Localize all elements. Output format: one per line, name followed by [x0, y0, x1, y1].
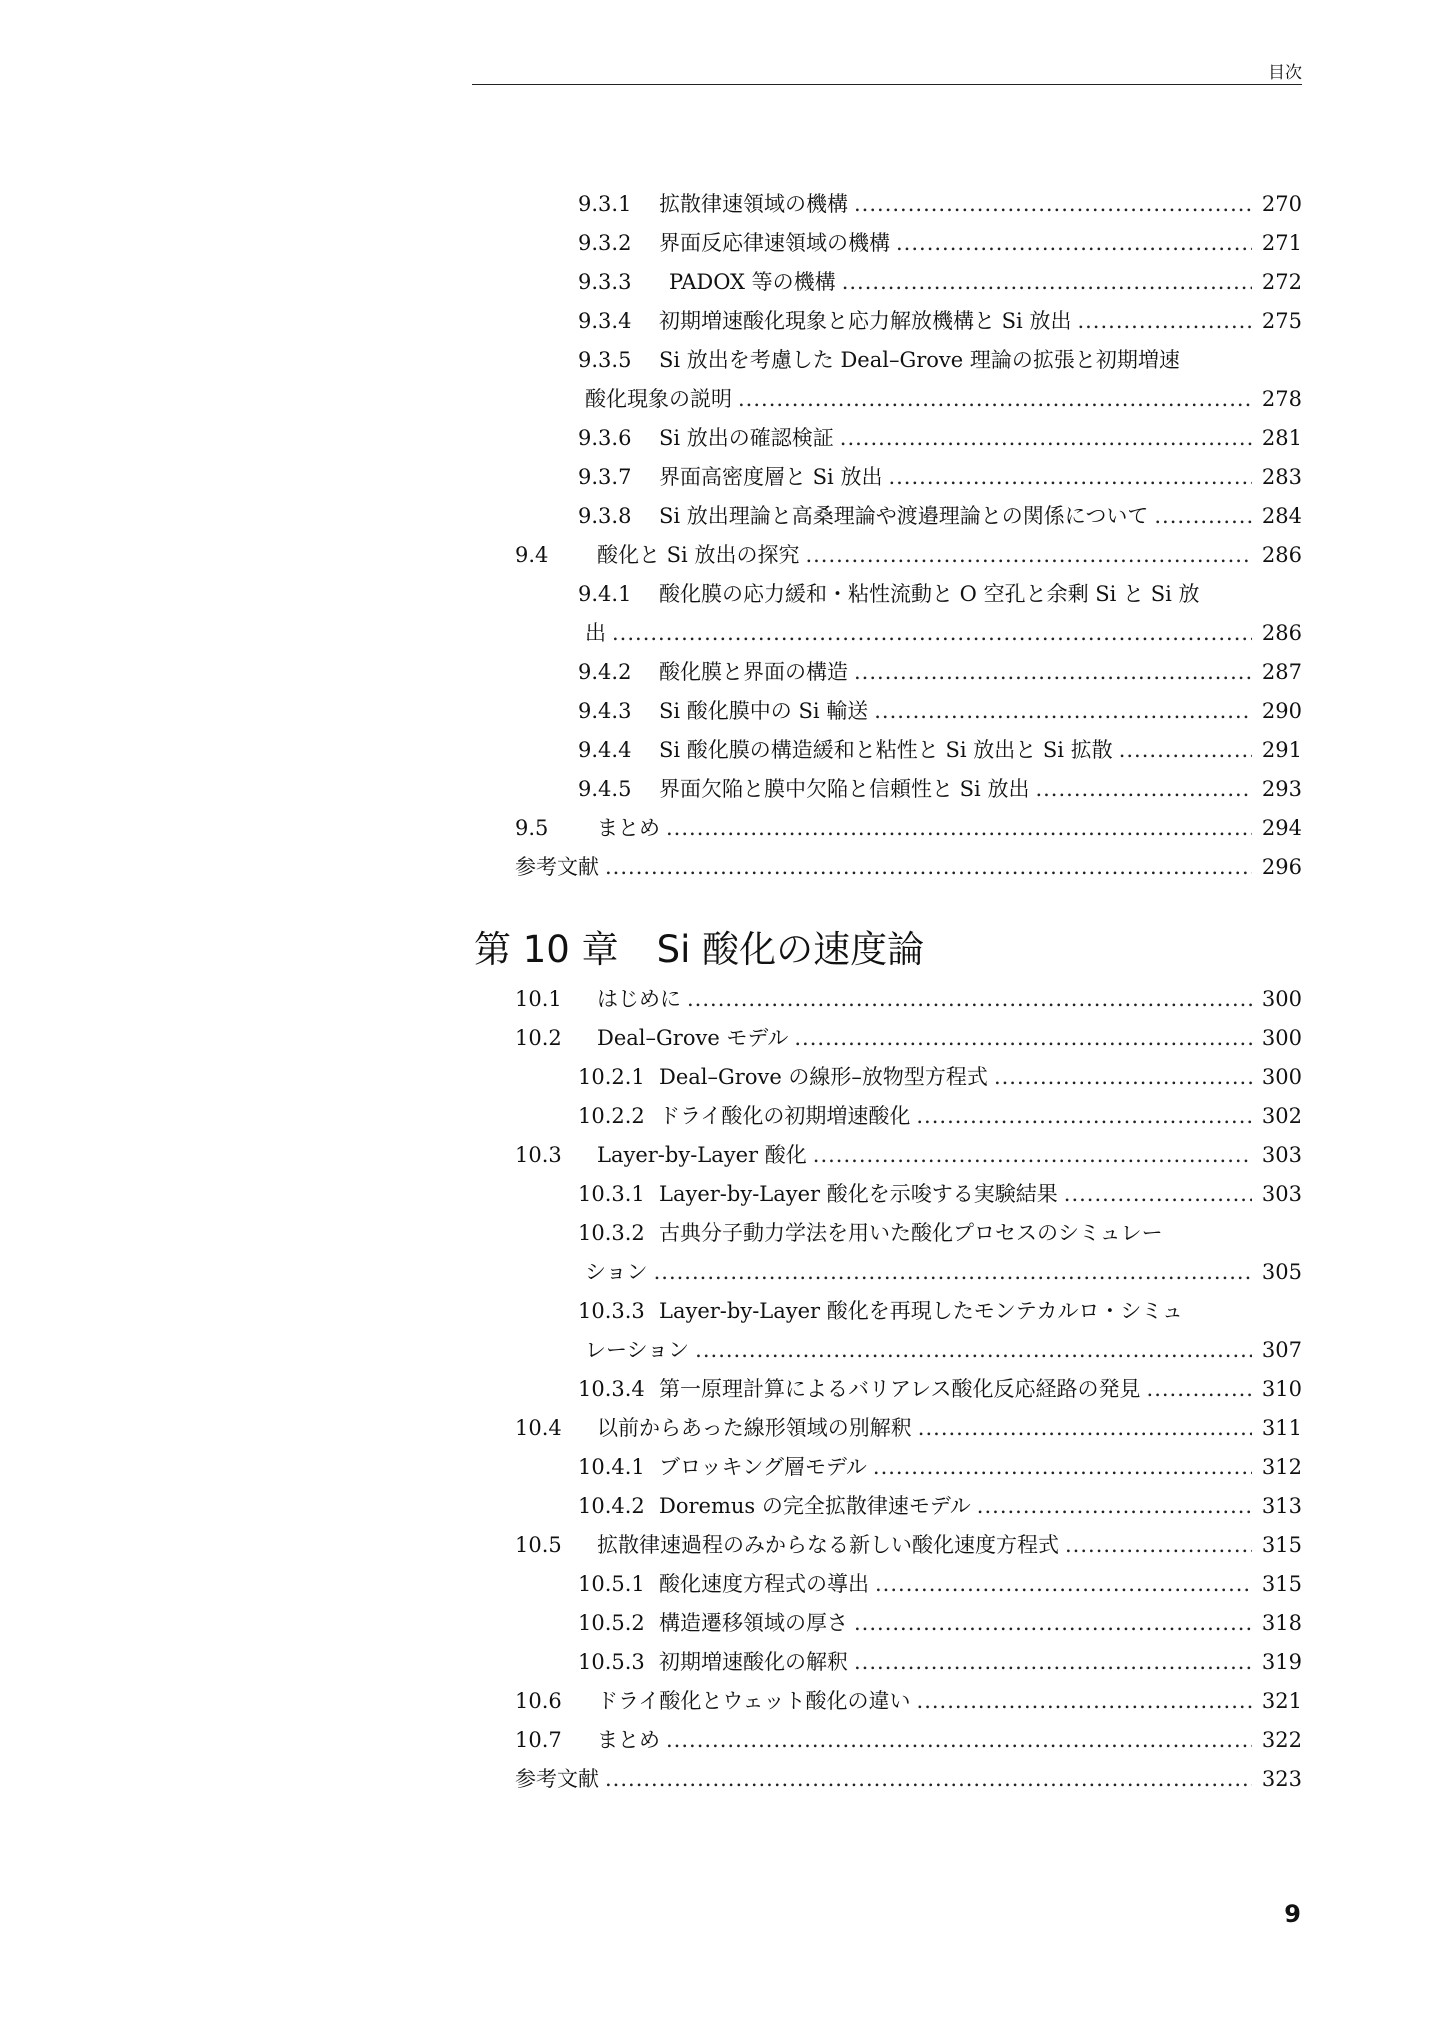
- toc-entry-title: 界面欠陥と膜中欠陥と信頼性と Si 放出: [659, 777, 1030, 801]
- toc-entry-page: 287: [1261, 660, 1302, 684]
- toc-entry-title: Deal–Grove の線形–放物型方程式: [659, 1065, 988, 1089]
- toc-leader-dots: [842, 266, 1252, 298]
- toc-entry-references[interactable]: [515, 851, 1302, 883]
- toc-entry[interactable]: [515, 1685, 1302, 1717]
- toc-entry-page: 312: [1261, 1455, 1302, 1479]
- toc-entry-number: 9.4.2: [578, 660, 632, 684]
- toc-leader-dots: [1147, 1373, 1252, 1405]
- toc-entry-page: 303: [1261, 1182, 1302, 1206]
- toc-entry[interactable]: [578, 1568, 1302, 1600]
- toc-leader-dots: [1077, 305, 1251, 337]
- toc-entry-page: 318: [1261, 1611, 1302, 1635]
- toc-entry[interactable]: [578, 656, 1302, 688]
- toc-leader-dots: [605, 1763, 1252, 1795]
- toc-entry-first-line[interactable]: [578, 1217, 1163, 1249]
- toc-entry-number: 10.5: [515, 1533, 562, 1557]
- toc-entry-number: 10.3.3: [578, 1299, 645, 1323]
- toc-entry[interactable]: [578, 188, 1302, 220]
- toc-entry-page: 281: [1261, 426, 1302, 450]
- toc-entry-title: 以前からあった線形領域の別解釈: [597, 1416, 912, 1440]
- toc-leader-dots: [1154, 500, 1252, 532]
- toc-entry-page: 310: [1261, 1377, 1302, 1401]
- toc-entry[interactable]: [578, 1061, 1302, 1093]
- toc-entry-title: ドライ酸化の初期増速酸化: [659, 1104, 911, 1128]
- toc-leader-dots: [854, 1607, 1252, 1639]
- toc-entry-page: 307: [1261, 1338, 1302, 1362]
- toc-entry[interactable]: [578, 695, 1302, 727]
- toc-entry-title: 初期増速酸化現象と応力解放機構と Si 放出: [659, 309, 1072, 333]
- toc-entry[interactable]: [515, 539, 1302, 571]
- toc-entry-title: 酸化膜の応力緩和・粘性流動と O 空孔と余剰 Si と Si 放: [659, 582, 1200, 606]
- toc-entry-title: 酸化膜と界面の構造: [659, 660, 848, 684]
- toc-entry[interactable]: [578, 734, 1302, 766]
- toc-leader-dots: [654, 1256, 1252, 1288]
- toc-entry-number: 10.7: [515, 1728, 562, 1752]
- toc-leader-dots: [977, 1490, 1252, 1522]
- running-head: [472, 54, 1302, 85]
- toc-entry-title: 拡散律速領域の機構: [659, 192, 848, 216]
- toc-entry[interactable]: [578, 1178, 1302, 1210]
- toc-entry-page: 313: [1261, 1494, 1302, 1518]
- toc-leader-dots: [612, 617, 1252, 649]
- toc-entry-page: 293: [1261, 777, 1302, 801]
- toc-entry-page: 300: [1261, 1065, 1302, 1089]
- toc-entry-title: 古典分子動力学法を用いた酸化プロセスのシミュレー: [659, 1221, 1163, 1245]
- toc-entry-page: 302: [1261, 1104, 1302, 1128]
- toc-entry-page: 311: [1261, 1416, 1302, 1440]
- toc-entry-title: まとめ: [597, 816, 660, 840]
- toc-entry[interactable]: [578, 1100, 1302, 1132]
- toc-entry[interactable]: [578, 227, 1302, 259]
- toc-entry-page: 321: [1261, 1689, 1302, 1713]
- toc-entry-title: 参考文献: [515, 855, 599, 879]
- toc-entry-page: 296: [1261, 855, 1302, 879]
- toc-entry-number: 10.3: [515, 1143, 562, 1167]
- toc-entry-title: 酸化速度方程式の導出: [659, 1572, 869, 1596]
- toc-entry[interactable]: [578, 1607, 1302, 1639]
- toc-entry-title: Layer-by-Layer 酸化を再現したモンテカルロ・シミュ: [659, 1299, 1183, 1323]
- toc-leader-dots: [896, 227, 1252, 259]
- toc-entry-number: 9.5: [515, 816, 549, 840]
- toc-entry[interactable]: [578, 1646, 1302, 1678]
- running-head-title: 目次: [1268, 63, 1302, 83]
- toc-entry-title: 構造遷移領域の厚さ: [659, 1611, 848, 1635]
- toc-entry-number: 10.6: [515, 1689, 562, 1713]
- toc-entry-title: Si 放出理論と高桑理論や渡邉理論との関係について: [659, 504, 1149, 528]
- toc-entry-title: 拡散律速過程のみからなる新しい酸化速度方程式: [597, 1533, 1059, 1557]
- toc-entry-title: 界面高密度層と Si 放出: [659, 465, 883, 489]
- toc-entry-number: 9.3.2: [578, 231, 632, 255]
- toc-entry-number: 9.4.5: [578, 777, 632, 801]
- chapter-title: Si 酸化の速度論: [656, 928, 925, 971]
- toc-entry-page: 303: [1261, 1143, 1302, 1167]
- toc-leader-dots: [813, 1139, 1252, 1171]
- toc-entry-number: 10.2: [515, 1026, 562, 1050]
- toc-entry-title: 初期増速酸化の解釈: [659, 1650, 848, 1674]
- toc-entry[interactable]: [578, 461, 1302, 493]
- toc-leader-dots: [918, 1412, 1252, 1444]
- toc-entry-number: 10.5.3: [578, 1650, 645, 1674]
- toc-entry-number: 9.4.3: [578, 699, 632, 723]
- toc-entry-number: 9.3.5: [578, 348, 632, 372]
- toc-entry-number: 9.4.1: [578, 582, 632, 606]
- toc-entry-page: 315: [1261, 1533, 1302, 1557]
- toc-leader-dots: [994, 1061, 1252, 1093]
- toc-entry-number: 10.4.2: [578, 1494, 645, 1518]
- toc-entry-first-line[interactable]: [578, 1295, 1183, 1327]
- toc-leader-dots: [1065, 1529, 1252, 1561]
- toc-entry[interactable]: [515, 1022, 1302, 1054]
- toc-entry-first-line[interactable]: [578, 344, 1180, 376]
- toc-leader-dots: [917, 1685, 1252, 1717]
- toc-entry-title: まとめ: [597, 1728, 660, 1752]
- toc-entry-title: Si 酸化膜中の Si 輸送: [659, 699, 869, 723]
- toc-entry-title: はじめに: [597, 987, 681, 1011]
- toc-entry-number: 10.4.1: [578, 1455, 645, 1479]
- toc-entry-title-continued: 出: [585, 621, 606, 645]
- toc-leader-dots: [874, 695, 1252, 727]
- toc-entry-page: 323: [1261, 1767, 1302, 1791]
- toc-entry-title-continued: ション: [585, 1260, 648, 1284]
- toc-entry-title-continued: 酸化現象の説明: [585, 387, 732, 411]
- toc-entry-title: 参考文献: [515, 1767, 599, 1791]
- toc-leader-dots: [888, 461, 1251, 493]
- toc-leader-dots: [805, 539, 1251, 571]
- toc-entry-number: 10.4: [515, 1416, 562, 1440]
- toc-entry[interactable]: [515, 1724, 1302, 1756]
- toc-entry-title: 第一原理計算によるバリアレス酸化反応経路の発見: [659, 1377, 1141, 1401]
- toc-entry-number: 10.5.1: [578, 1572, 645, 1596]
- toc-entry-title: Si 放出の確認検証: [659, 426, 834, 450]
- toc-entry-number: 10.3.1: [578, 1182, 645, 1206]
- toc-entry-number: 10.5.2: [578, 1611, 645, 1635]
- toc-entry-title: ドライ酸化とウェット酸化の違い: [597, 1689, 911, 1713]
- toc-leader-dots: [854, 656, 1252, 688]
- toc-leader-dots: [875, 1568, 1252, 1600]
- toc-entry-title: Si 放出を考慮した Deal–Grove 理論の拡張と初期増速: [659, 348, 1180, 372]
- toc-entry-title: Deal–Grove モデル: [597, 1026, 789, 1050]
- toc-entry[interactable]: [515, 1529, 1302, 1561]
- toc-entry[interactable]: [515, 812, 1302, 844]
- toc-leader-dots: [916, 1100, 1252, 1132]
- toc-leader-dots: [1035, 773, 1251, 805]
- toc-entry[interactable]: [578, 422, 1302, 454]
- toc-entry[interactable]: [515, 1412, 1302, 1444]
- toc-entry-number: 9.3.6: [578, 426, 632, 450]
- toc-entry-number: 10.3.2: [578, 1221, 645, 1245]
- chapter-number: 第 10 章: [474, 928, 619, 971]
- toc-entry-number: 9.3.1: [578, 192, 632, 216]
- toc-leader-dots: [854, 1646, 1252, 1678]
- toc-entry-title: Layer-by-Layer 酸化: [597, 1143, 807, 1167]
- toc-entry-title: 酸化と Si 放出の探究: [597, 543, 800, 567]
- toc-entry[interactable]: [515, 983, 1302, 1015]
- toc-entry[interactable]: [578, 773, 1302, 805]
- toc-entry-page: 315: [1261, 1572, 1302, 1596]
- toc-entry-continuation[interactable]: [585, 1334, 1302, 1366]
- toc-leader-dots: [1064, 1178, 1252, 1210]
- toc-entry-page: 270: [1261, 192, 1302, 216]
- toc-entry-page: 284: [1261, 504, 1302, 528]
- toc-entry-page: 283: [1261, 465, 1302, 489]
- toc-entry-number: 10.2.2: [578, 1104, 645, 1128]
- toc-entry-page: 294: [1261, 816, 1302, 840]
- toc-entry-page: 291: [1261, 738, 1302, 762]
- chapter-heading[interactable]: [474, 925, 924, 975]
- toc-entry-first-line[interactable]: [578, 578, 1199, 610]
- toc-entry[interactable]: [578, 1490, 1302, 1522]
- toc-entry-title: Layer-by-Layer 酸化を示唆する実験結果: [659, 1182, 1058, 1206]
- toc-leader-dots: [1119, 734, 1252, 766]
- toc-entry-page: 275: [1261, 309, 1302, 333]
- toc-entry-number: 9.3.7: [578, 465, 632, 489]
- toc-entry-page: 300: [1261, 987, 1302, 1011]
- toc-leader-dots: [687, 983, 1252, 1015]
- toc-entry-title-continued: レーション: [585, 1338, 690, 1362]
- toc-entry-number: 9.3.3: [578, 270, 632, 294]
- toc-entry-page: 278: [1261, 387, 1302, 411]
- toc-entry[interactable]: [578, 1373, 1302, 1405]
- toc-entry-page: 286: [1261, 543, 1302, 567]
- toc-entry-page: 271: [1261, 231, 1302, 255]
- toc-entry-number: 10.3.4: [578, 1377, 645, 1401]
- toc-leader-dots: [840, 422, 1252, 454]
- toc-entry-page: 305: [1261, 1260, 1302, 1284]
- toc-entry-page: 322: [1261, 1728, 1302, 1752]
- toc-leader-dots: [605, 851, 1252, 883]
- toc-entry-number: 10.1: [515, 987, 562, 1011]
- toc-entry-continuation[interactable]: [585, 617, 1302, 649]
- toc-leader-dots: [738, 383, 1252, 415]
- toc-entry[interactable]: [578, 500, 1302, 532]
- toc-entry-number: 9.4.4: [578, 738, 632, 762]
- toc-entry-number: 9.4: [515, 543, 549, 567]
- toc-entry-page: 290: [1261, 699, 1302, 723]
- toc-leader-dots: [666, 1724, 1252, 1756]
- toc-entry[interactable]: [578, 1451, 1302, 1483]
- toc-entry-page: 272: [1261, 270, 1302, 294]
- toc-entry-page: 319: [1261, 1650, 1302, 1674]
- toc-entry-page: 300: [1261, 1026, 1302, 1050]
- toc-entry-title: Si 酸化膜の構造緩和と粘性と Si 放出と Si 拡散: [659, 738, 1113, 762]
- toc-entry-number: 9.3.8: [578, 504, 632, 528]
- toc-entry-number: 10.2.1: [578, 1065, 645, 1089]
- toc-entry-title: PADOX 等の機構: [669, 270, 836, 294]
- toc-entry-continuation[interactable]: [585, 1256, 1302, 1288]
- page-number: 9: [1284, 1900, 1301, 1928]
- toc-entry-title: 界面反応律速領域の機構: [659, 231, 890, 255]
- toc-leader-dots: [873, 1451, 1252, 1483]
- toc-entry-page: 286: [1261, 621, 1302, 645]
- toc-entry-continuation[interactable]: [585, 383, 1302, 415]
- toc-entry[interactable]: [578, 266, 1302, 298]
- toc-entry-number: 9.3.4: [578, 309, 632, 333]
- toc-leader-dots: [666, 812, 1252, 844]
- toc-leader-dots: [854, 188, 1252, 220]
- toc-entry-title: ブロッキング層モデル: [659, 1455, 867, 1479]
- toc-leader-dots: [695, 1334, 1252, 1366]
- toc-leader-dots: [794, 1022, 1252, 1054]
- toc-entry-references[interactable]: [515, 1763, 1302, 1795]
- toc-entry[interactable]: [515, 1139, 1302, 1171]
- toc-entry[interactable]: [578, 305, 1302, 337]
- toc-entry-title: Doremus の完全拡散律速モデル: [659, 1494, 971, 1518]
